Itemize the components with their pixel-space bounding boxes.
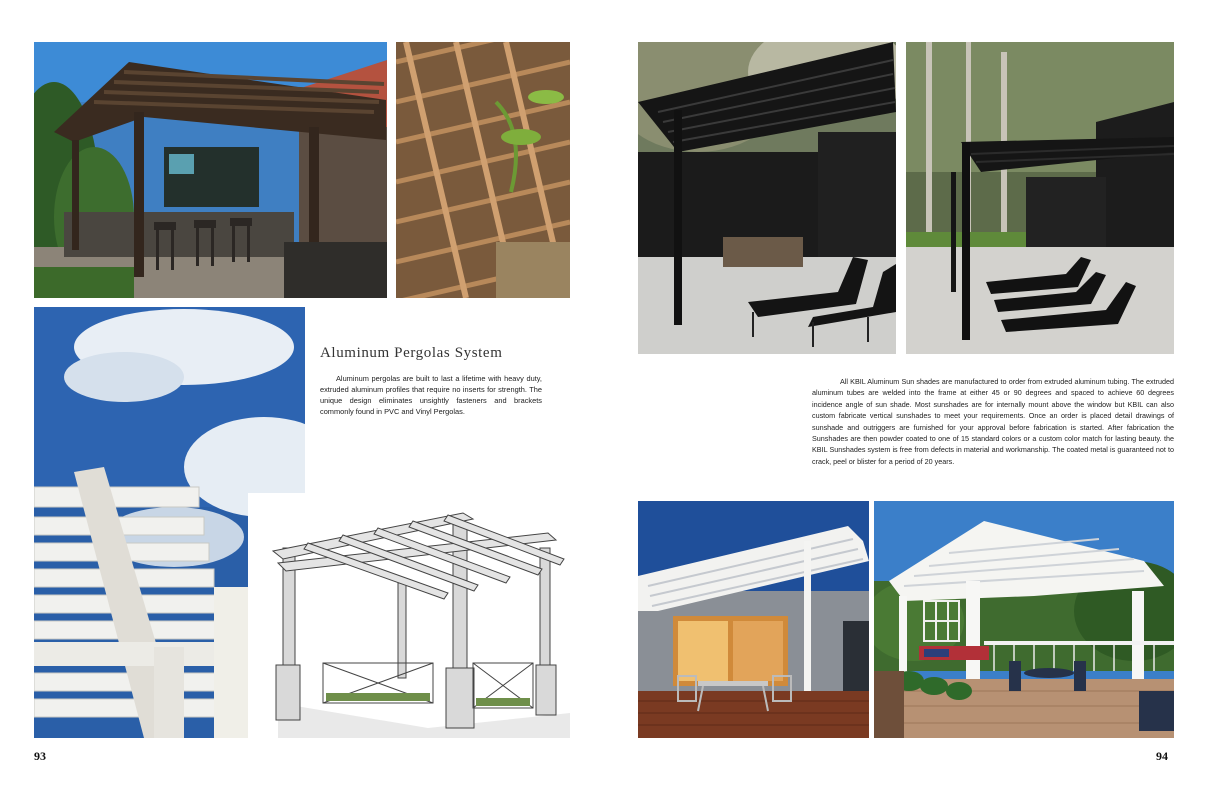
white-pergola-patio-dusk-photo bbox=[638, 501, 869, 738]
pergola-3d-sketch-drawing bbox=[248, 493, 570, 738]
body-paragraph: All KBIL Aluminum Sun shades are manufactured to order from extruded aluminum tubing. The extruded aluminum tubes are welded into the frame at either 45 or 90 degrees and spaced to achieve 60 degrees incidence angle of sun shade. Most sunshades are for internally mount above the window but KBIL can also custom fabricate vertical sunshades to meet your requirements. Once an order is placed detail drawings of sunshade and outriggers are furnished for your approval before fabrication is started. After fabrication the Sunshades are then powder coated to one of 15 standard colors or a custom color match for lasting beauty. the KBIL Sunshades system is free from defects in material and workmanship. The coated metal is guaranteed not to crack, peel or blister for a period of 20 years. bbox=[812, 377, 1174, 466]
white-pergola-deck-photo bbox=[874, 501, 1174, 738]
intro-paragraph: Aluminum pergolas are built to last a lifetime with heavy duty, extruded aluminum profiles that require no inserts for strength. The unique design eliminates unsightly fasteners and brackets commonly found in PVC and Vinyl Pergolas. bbox=[320, 374, 542, 416]
page-title: Aluminum Pergolas System bbox=[320, 345, 503, 361]
page-number-right: 94 bbox=[1156, 749, 1168, 763]
black-pergola-poolside-photo bbox=[638, 42, 896, 354]
black-pergola-loungers-photo bbox=[906, 42, 1174, 354]
pergola-lattice-closeup-photo bbox=[396, 42, 570, 298]
page-number-left: 93 bbox=[34, 749, 46, 763]
outdoor-bar-pergola-photo bbox=[34, 42, 387, 298]
